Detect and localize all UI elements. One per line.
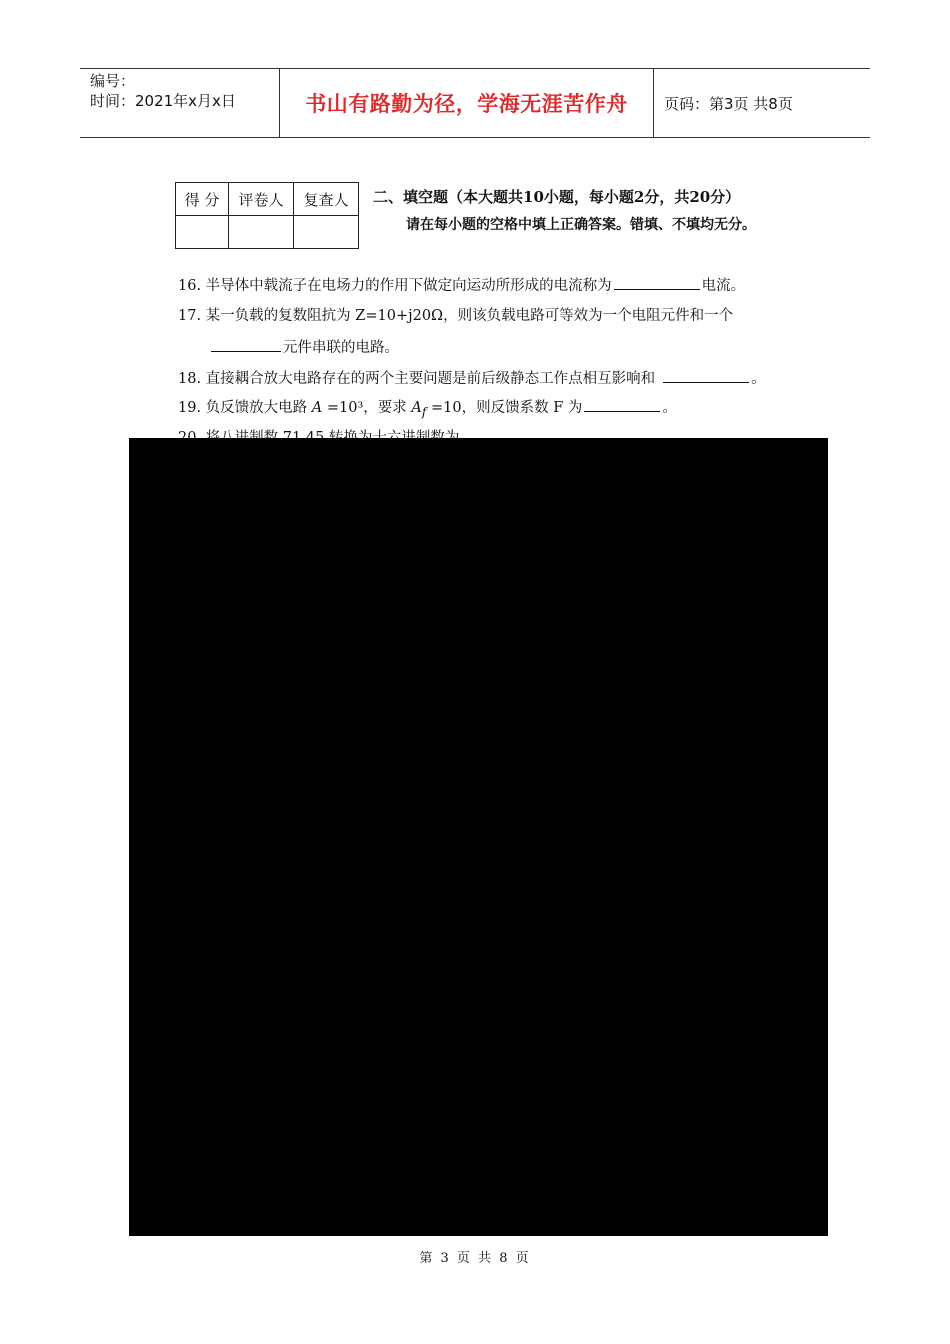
reviewer-header: 复查人: [294, 183, 359, 216]
reviewer-cell[interactable]: [294, 216, 359, 249]
answer-blank-17[interactable]: [211, 337, 281, 352]
header-slogan: 书山有路勤为径，学海无涯苦作舟: [280, 69, 654, 137]
math-gain-af: A: [411, 400, 422, 416]
score-cell[interactable]: [176, 216, 229, 249]
section-title: 二、填空题（本大题共10小题，每小题2分，共20分）: [373, 188, 741, 206]
grader-cell[interactable]: [229, 216, 294, 249]
question-16: [178, 274, 745, 295]
score-header: 得 分: [176, 183, 229, 216]
question-17-suffix: 元件串联的电路。: [283, 340, 399, 356]
question-18-text: 18. 直接耦合放大电路存在的两个主要问题是前后级静态工作点相互影响和: [178, 371, 656, 387]
question-19-tail: ，则反馈系数 F 为: [461, 400, 583, 416]
header-meta: [80, 69, 280, 137]
question-17-line2: [209, 336, 399, 357]
math-gain-af-value: =10: [426, 400, 462, 416]
answer-blank-18[interactable]: [663, 368, 749, 383]
grader-header: 评卷人: [229, 183, 294, 216]
math-gain-af-sub: f: [421, 404, 427, 419]
answer-blank-19[interactable]: [584, 397, 660, 412]
time-label: 时间：2021年x月x日: [90, 92, 236, 110]
question-17-line1: 17. 某一负载的复数阻抗为 Z=10+j20Ω，则该负载电路可等效为一个电阻元件和一个: [178, 308, 734, 324]
page-header: [80, 68, 870, 138]
score-table: [175, 182, 359, 249]
math-gain-a-value: =10³: [322, 400, 364, 416]
question-18: [178, 367, 766, 388]
header-page-info: 页码：第3页 共8页: [664, 94, 793, 113]
math-gain-a: A: [311, 400, 323, 416]
section-note: 请在每小题的空格中填上正确答案。错填、不填均无分。: [406, 217, 756, 233]
question-18-suffix: 。: [751, 371, 766, 387]
question-19-suffix: 。: [662, 400, 677, 416]
question-16-text: 16. 半导体中载流子在电场力的作用下做定向运动所形成的电流称为: [178, 278, 612, 294]
page-footer: 第 3 页 共 8 页: [419, 1251, 531, 1266]
answer-blank-16[interactable]: [614, 275, 700, 290]
redacted-block: [129, 438, 828, 1236]
number-label: 编号：: [90, 72, 136, 90]
question-19-mid: ，要求: [363, 400, 412, 416]
question-19-text: 19. 负反馈放大电路: [178, 400, 312, 416]
question-19: [178, 396, 677, 419]
question-16-suffix: 电流。: [701, 278, 746, 294]
